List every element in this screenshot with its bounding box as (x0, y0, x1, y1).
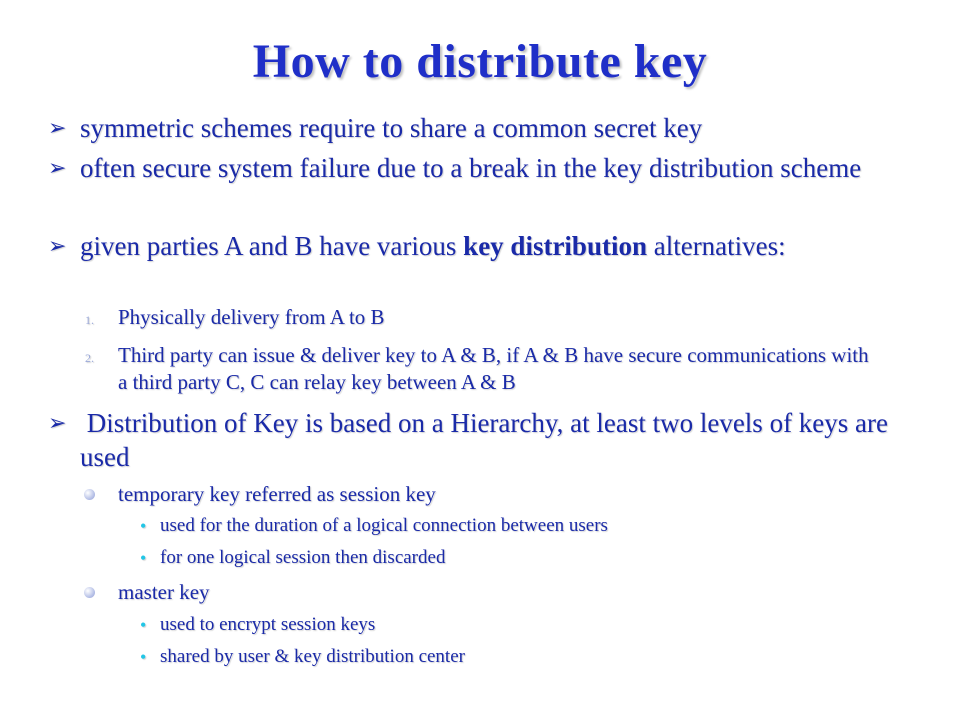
session-key-sub-1 (140, 514, 860, 538)
item-number: 2. (85, 351, 94, 365)
bold-phrase: key distribution (463, 231, 647, 261)
bullet-dot-icon: • (140, 615, 147, 635)
bullet-text: Distribution of Key is based on a Hierarchy, at least two levels of keys are used (80, 408, 895, 472)
item-text: Physically delivery from A to B (118, 305, 385, 329)
sub-text: shared by user & key distribution center (160, 646, 465, 667)
bullet-text: given parties A and B have various key distribution alternatives: (80, 231, 786, 261)
bullet-2 (48, 151, 908, 185)
bullet-dot-icon: • (140, 516, 147, 536)
key-level-session (118, 481, 878, 508)
sub-text: used for the duration of a logical connection between users (160, 515, 608, 536)
session-key-sub-2 (140, 546, 860, 570)
sub-text: for one logical session then discarded (160, 547, 446, 568)
item-text: Third party can issue & deliver key to A & B, if A & B have secure communications with a third party C, C can relay key between A & B (118, 343, 869, 394)
bullet-dot-icon: • (140, 548, 147, 568)
key-level-text: temporary key referred as session key (118, 482, 436, 506)
numbered-item-2 (85, 342, 878, 396)
bullet-4 (48, 406, 908, 474)
master-key-sub-1 (140, 613, 860, 637)
round-bullet-icon (84, 489, 95, 500)
item-number: 1. (85, 313, 94, 327)
bullet-dot-icon: • (140, 647, 147, 667)
arrow-bullet-icon: ➢ (48, 155, 67, 180)
arrow-bullet-icon: ➢ (48, 115, 67, 140)
bullet-text: often secure system failure due to a break in the key distribution scheme (80, 153, 862, 183)
slide-title: How to distribute key (252, 35, 708, 88)
master-key-sub-2 (140, 645, 860, 669)
arrow-bullet-icon: ➢ (48, 233, 67, 258)
sub-text: used to encrypt session keys (160, 614, 376, 635)
key-level-master (118, 579, 878, 606)
arrow-bullet-icon: ➢ (48, 410, 67, 435)
bullet-3 (48, 229, 908, 263)
numbered-item-1 (85, 304, 878, 331)
bullet-text: symmetric schemes require to share a common secret key (80, 113, 703, 143)
round-bullet-icon (84, 587, 95, 598)
key-level-text: master key (118, 580, 210, 604)
bullet-1 (48, 111, 908, 145)
